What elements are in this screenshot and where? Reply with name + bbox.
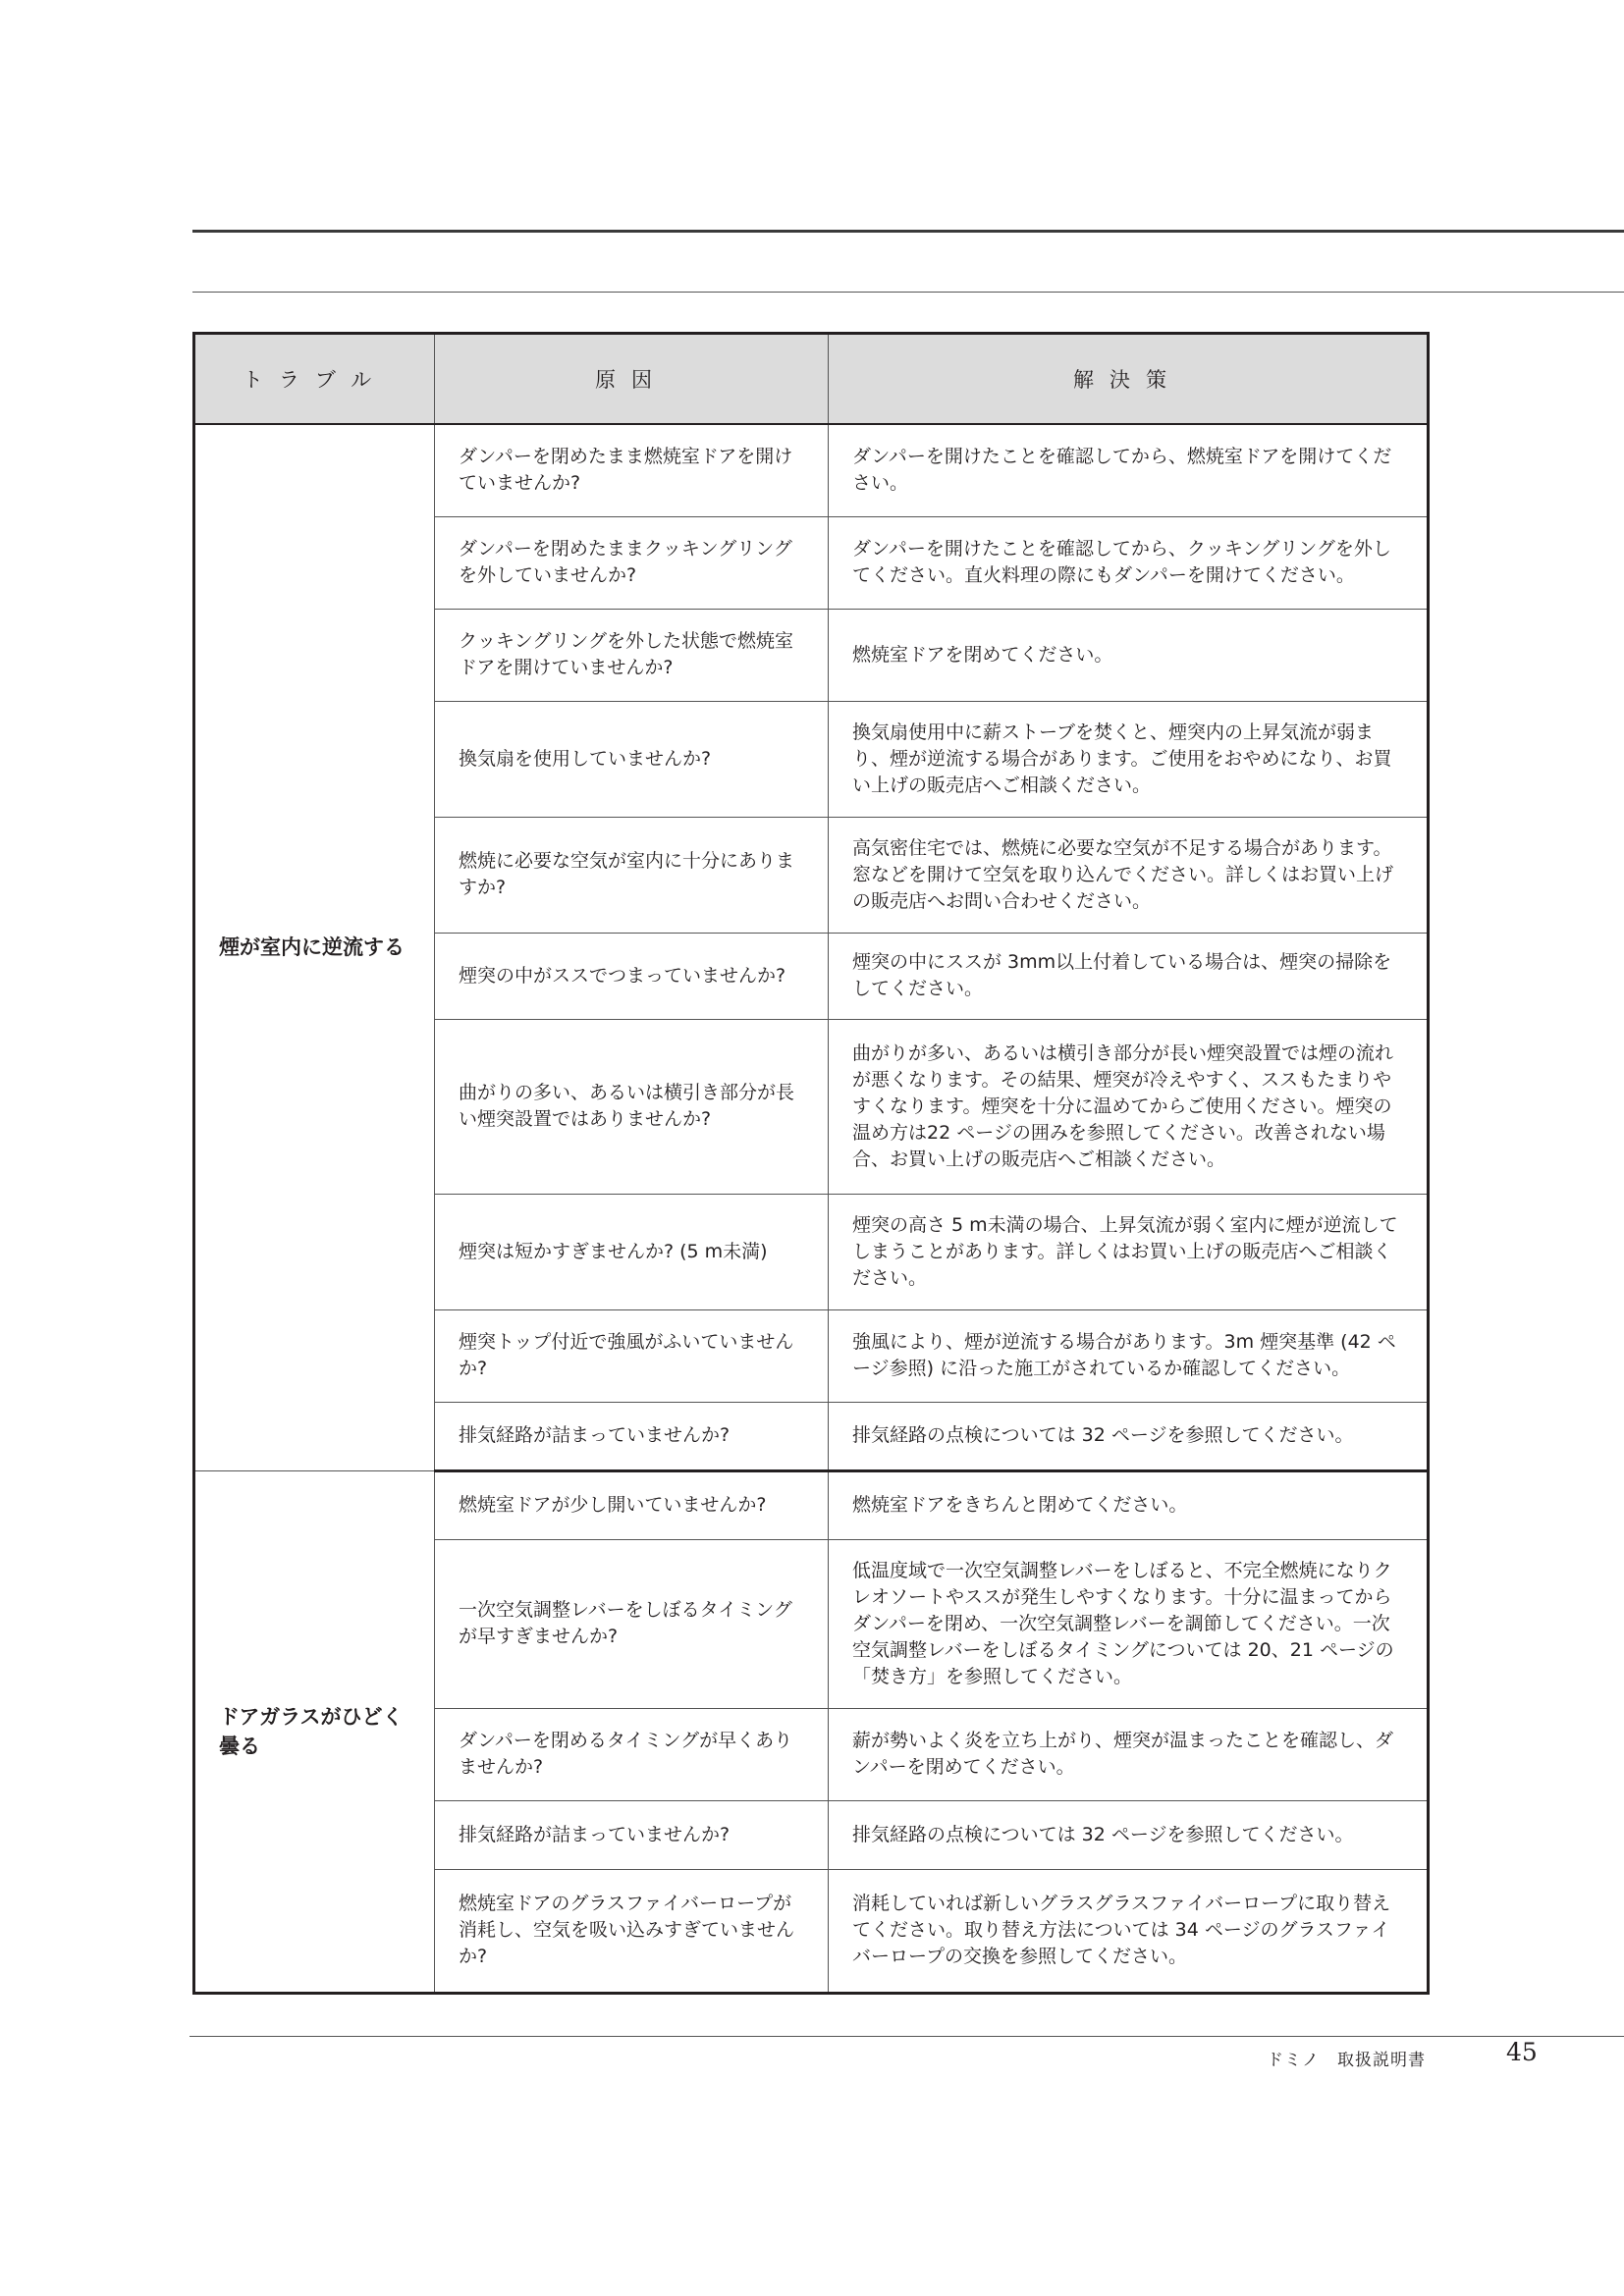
solution-cell: 高気密住宅では、燃焼に必要な空気が不足する場合があります。窓などを開けて空気を取り込んでください。詳しくはお買い上げの販売店へお問い合わせください。 — [829, 817, 1429, 933]
trouble-glass-fogging: ドアガラスがひどく曇る — [194, 1470, 435, 1993]
solution-cell: 強風により、煙が逆流する場合があります。3m 煙突基準 (42 ページ参照) に沿った施工がされているか確認してください。 — [829, 1309, 1429, 1402]
solution-cell: 煙突の高さ 5 m未満の場合、上昇気流が弱く室内に煙が逆流してしまうことがあります。詳しくはお買い上げの販売店へご相談ください。 — [829, 1194, 1429, 1309]
cause-cell: 排気経路が詰まっていませんか? — [435, 1800, 829, 1869]
solution-cell: 消耗していれば新しいグラスグラスファイバーロープに取り替えてください。取り替え方法については 34 ページのグラスファイバーロープの交換を参照してください。 — [829, 1869, 1429, 1993]
trouble-smoke-backflow: 煙が室内に逆流する — [194, 424, 435, 1470]
solution-cell: 曲がりが多い、あるいは横引き部分が長い煙突設置では煙の流れが悪くなります。その結果、煙突が冷えやすく、ススもたまりやすくなります。煙突を十分に温めてからご使用ください。煙突の温め方は22 ページの囲みを参照してください。改善されない場合、お買い上げの販売店へご相談ください。 — [829, 1019, 1429, 1194]
cause-cell: 換気扇を使用していませんか? — [435, 701, 829, 817]
cause-cell: 煙突トップ付近で強風がふいていませんか? — [435, 1309, 829, 1402]
cause-cell: 排気経路が詰まっていませんか? — [435, 1402, 829, 1470]
solution-cell: 燃焼室ドアを閉めてください。 — [829, 609, 1429, 701]
cause-cell: ダンパーを閉めるタイミングが早くありませんか? — [435, 1708, 829, 1800]
solution-cell: 排気経路の点検については 32 ページを参照してください。 — [829, 1800, 1429, 1869]
table-row — [194, 1470, 1429, 1539]
solution-cell: 排気経路の点検については 32 ページを参照してください。 — [829, 1402, 1429, 1470]
table-row — [194, 424, 1429, 516]
troubleshooting-table — [192, 332, 1430, 1995]
cause-cell: 曲がりの多い、あるいは横引き部分が長い煙突設置ではありませんか? — [435, 1019, 829, 1194]
footer-manual-title: ドミノ 取扱説明書 — [1267, 2051, 1426, 2070]
solution-cell: ダンパーを開けたことを確認してから、クッキングリングを外してください。直火料理の際にもダンパーを開けてください。 — [829, 516, 1429, 609]
header-cause: 原因 — [435, 334, 829, 425]
header-trouble: トラブル — [194, 334, 435, 425]
page-number: 45 — [1506, 2038, 1538, 2066]
solution-cell: 薪が勢いよく炎を立ち上がり、煙突が温まったことを確認し、ダンパーを閉めてください。 — [829, 1708, 1429, 1800]
cause-cell: ダンパーを閉めたまま燃焼室ドアを開けていませんか? — [435, 424, 829, 516]
footer-rule — [189, 2036, 1624, 2037]
cause-cell: 煙突の中がススでつまっていませんか? — [435, 933, 829, 1019]
solution-cell: ダンパーを開けたことを確認してから、燃焼室ドアを開けてください。 — [829, 424, 1429, 516]
solution-cell: 燃焼室ドアをきちんと閉めてください。 — [829, 1470, 1429, 1539]
cause-cell: 一次空気調整レバーをしぼるタイミングが早すぎませんか? — [435, 1539, 829, 1708]
solution-cell: 煙突の中にススが 3mm以上付着している場合は、煙突の掃除をしてください。 — [829, 933, 1429, 1019]
header-solution: 解決策 — [829, 334, 1429, 425]
header-rule — [192, 292, 1624, 293]
cause-cell: 煙突は短かすぎませんか? (5 m未満) — [435, 1194, 829, 1309]
solution-cell: 低温度域で一次空気調整レバーをしぼると、不完全燃焼になりクレオソートやススが発生しやすくなります。十分に温まってからダンパーを閉め、一次空気調整レバーを調節してください。一次空気調整レバーをしぼるタイミングについては 20、21 ページの「焚き方」を参照してください。 — [829, 1539, 1429, 1708]
table-header-row — [194, 334, 1429, 425]
cause-cell: 燃焼室ドアのグラスファイバーロープが消耗し、空気を吸い込みすぎていませんか? — [435, 1869, 829, 1993]
top-rule — [192, 230, 1624, 233]
cause-cell: 燃焼に必要な空気が室内に十分にありますか? — [435, 817, 829, 933]
solution-cell: 換気扇使用中に薪ストーブを焚くと、煙突内の上昇気流が弱まり、煙が逆流する場合があります。ご使用をおやめになり、お買い上げの販売店へご相談ください。 — [829, 701, 1429, 817]
cause-cell: ダンパーを閉めたままクッキングリングを外していませんか? — [435, 516, 829, 609]
cause-cell: 燃焼室ドアが少し開いていませんか? — [435, 1470, 829, 1539]
cause-cell: クッキングリングを外した状態で燃焼室ドアを開けていませんか? — [435, 609, 829, 701]
